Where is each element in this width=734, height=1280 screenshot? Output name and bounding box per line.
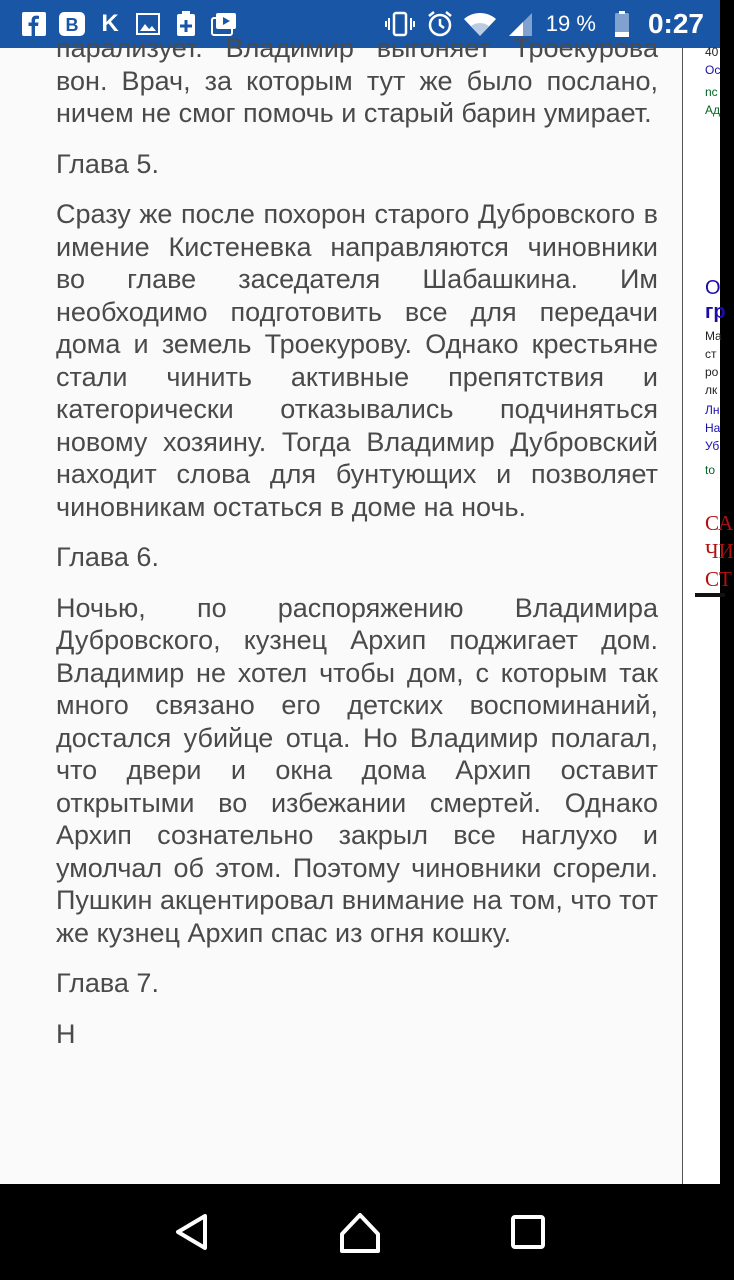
- sidebar-heading[interactable]: СА: [705, 511, 734, 535]
- sidebar-url: nc: [705, 85, 718, 99]
- sidebar-link[interactable]: На: [705, 421, 721, 435]
- recents-button[interactable]: [500, 1204, 556, 1260]
- article-paragraph: Сразу же после похорон старого Дубровского в имение Кистеневка направляются чиновники во главе заседателя Шабашкина. Им необходимо подготовить все для передачи дома и земель Троекурову. Однако крестьяне стали чинить активные препятствия и категорически отказывались подчиняться новому хозяину. Тогда Владимир Дубровский находит слова для бунтующих и позволяет чиновникам остаться в доме на ночь.: [56, 199, 658, 522]
- article-paragraph: Н: [56, 1018, 76, 1049]
- navigation-bar: [0, 1184, 720, 1280]
- sidebar-url: to: [705, 463, 716, 477]
- sidebar-link[interactable]: Лн: [705, 403, 720, 417]
- clock: 0:27: [647, 8, 704, 39]
- chapter-heading: Глава 5.: [56, 148, 159, 179]
- sidebar-ad-title[interactable]: O: [705, 277, 721, 299]
- sidebar-link[interactable]: Oc: [705, 63, 721, 77]
- back-button[interactable]: [164, 1204, 220, 1260]
- article-paragraph: Ночью, по распоряжению Владимира Дубровского, кузнец Архип поджигает дом. Владимир не хотел чтобы дом, с которым так много связано его детских воспоминаний, достался убийце отца. Но Владимир полагал, что двери и окна дома Архип оставит открытыми во избежании смертей. Однако Архип сознательно закрыл все наглухо и умолчал об этом. Поэтому чиновники сгорели. Пушкин акцентировал внимание на том, что тот же кузнец Архип спас из огня кошку.: [56, 592, 658, 948]
- sidebar-divider: [695, 593, 725, 597]
- article-paragraph: парализует. Владимир выгоняет Троекурова вон. Врач, за которым тут же было послано, ничем не смог помочь и старый барин умирает.: [56, 33, 658, 128]
- sidebar-text: 40: [705, 45, 719, 59]
- chapter-heading: Глава 6.: [56, 542, 159, 572]
- back-triangle-icon: [172, 1212, 212, 1252]
- recents-square-icon: [510, 1214, 546, 1250]
- home-icon: [338, 1210, 382, 1254]
- sidebar-ads-column[interactable]: [682, 45, 734, 1184]
- home-button[interactable]: [332, 1204, 388, 1260]
- article-text: [56, 32, 658, 1068]
- facebook-icon: [20, 10, 48, 38]
- sidebar-ad-title[interactable]: гр: [705, 301, 726, 323]
- sidebar-ad-text: Ma: [705, 329, 722, 343]
- sidebar-link[interactable]: Уб: [705, 439, 720, 453]
- sidebar-ad-text: лк: [705, 383, 718, 397]
- k-app-icon: K: [101, 10, 119, 37]
- sidebar-ad-text: ро: [705, 365, 719, 379]
- chapter-heading: Глава 7.: [56, 968, 159, 998]
- sidebar-ad-text: ст: [705, 347, 717, 361]
- svg-text:B: B: [65, 15, 79, 35]
- sidebar-url: Ад: [705, 103, 721, 117]
- web-content[interactable]: [0, 33, 734, 1184]
- sidebar-heading[interactable]: СТ: [705, 567, 732, 591]
- battery-percent: 19 %: [545, 11, 596, 36]
- sidebar-heading[interactable]: ЧИ: [705, 539, 734, 563]
